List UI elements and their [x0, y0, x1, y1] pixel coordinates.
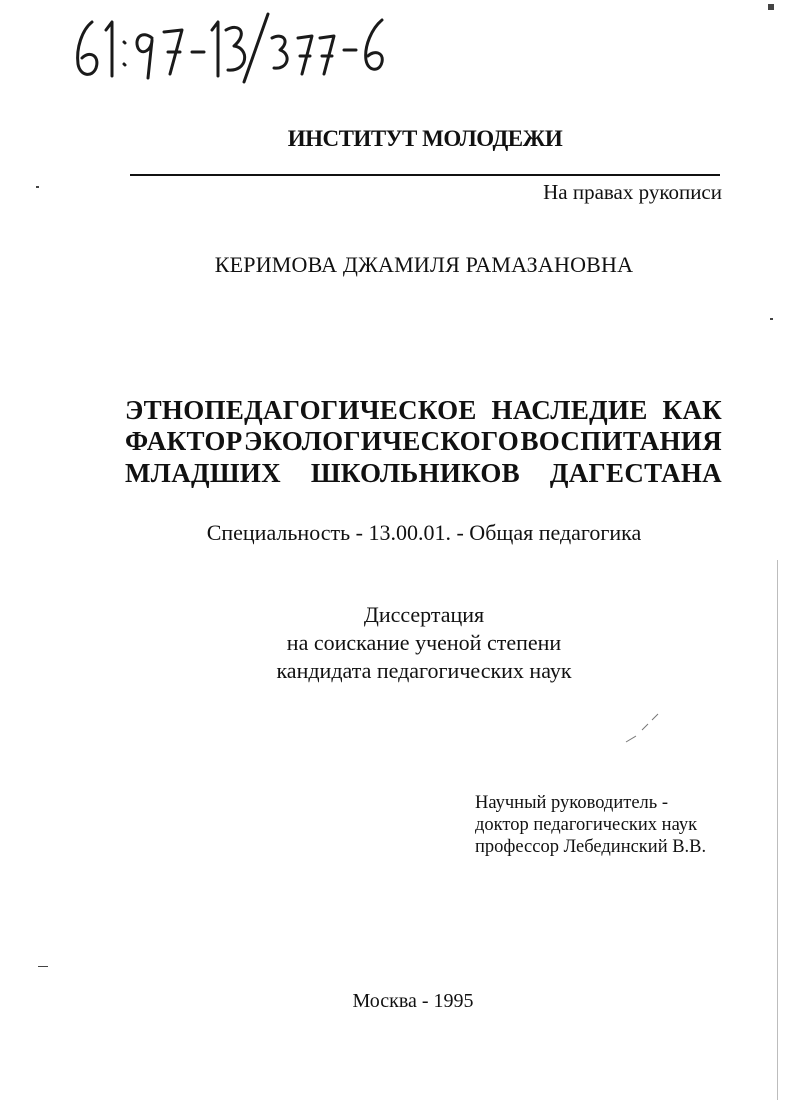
title-word: НАСЛЕДИЕ — [491, 395, 648, 425]
title-word: ФАКТОР — [125, 426, 243, 456]
scan-speck — [768, 4, 774, 10]
specialty-line: Специальность - 13.00.01. - Общая педагогика — [206, 520, 642, 545]
scan-speck — [36, 186, 39, 188]
title-word: ЭКОЛОГИЧЕСКОГО — [243, 426, 520, 456]
title-word: КАК — [662, 395, 722, 425]
degree-line-2: кандидата педагогических наук — [276, 658, 572, 683]
scan-speck — [770, 318, 773, 320]
institute-name: ИНСТИТУТ МОЛОДЕЖИ — [287, 126, 563, 151]
thesis-title-line-2 — [125, 426, 722, 457]
city-year: Москва - 1995 — [352, 990, 474, 1012]
supervisor-degree: доктор педагогических наук — [475, 815, 698, 835]
handwritten-code-text: 61:97-13/377-6 — [72, 8, 79, 9]
scan-edge — [777, 560, 778, 1100]
title-word: МЛАДШИХ — [125, 458, 281, 488]
title-word: ВОСПИТАНИЯ — [520, 426, 722, 456]
thesis-title-line-3 — [125, 458, 722, 489]
supervisor-heading: Научный руководитель - — [475, 793, 668, 813]
title-word: ШКОЛЬНИКОВ — [310, 458, 520, 488]
manuscript-rights: На правах рукописи — [543, 180, 722, 204]
dissertation-label: Диссертация — [363, 602, 485, 627]
title-word: ЭТНОПЕДАГОГИЧЕСКОЕ — [125, 395, 477, 425]
degree-line-1: на соискание ученой степени — [286, 630, 562, 655]
author-name: КЕРИМОВА ДЖАМИЛЯ РАМАЗАНОВНА — [214, 252, 634, 277]
title-word: ДАГЕСТАНА — [549, 458, 722, 488]
supervisor-name: профессор Лебединский В.В. — [475, 837, 707, 857]
handwritten-archive-code — [72, 8, 402, 86]
pen-mark — [622, 710, 662, 746]
header-rule — [130, 174, 720, 176]
thesis-title-line-1 — [125, 395, 722, 426]
scan-speck — [38, 966, 48, 967]
